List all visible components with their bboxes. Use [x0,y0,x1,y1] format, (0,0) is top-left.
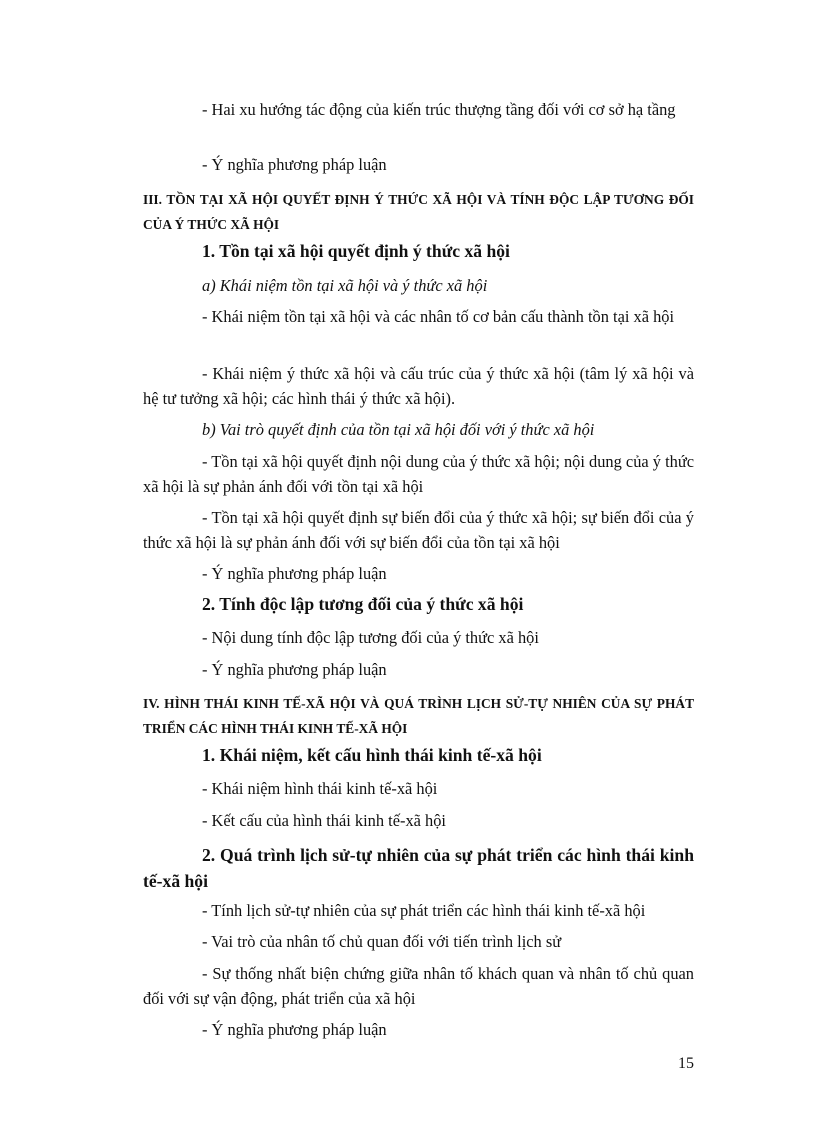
bullet-paragraph: - Ý nghĩa phương pháp luận [202,564,387,583]
subsection-heading: 1. Khái niệm, kết cấu hình thái kinh tế-xã hội [202,745,542,765]
section-heading-iii: III. TỒN TẠI XÃ HỘI QUYẾT ĐỊNH Ý THỨC XÃ HỘI VÀ TÍNH ĐỘC LẬP TƯƠNG ĐỐI CỦA Ý THỨC XÃ HỘI [143,192,694,232]
bullet-paragraph: - Vai trò của nhân tố chủ quan đối với tiến trình lịch sử [202,932,562,951]
bullet-paragraph: - Tồn tại xã hội quyết định nội dung của ý thức xã hội; nội dung của ý thức xã hội là sự phản ánh đối với tồn tại xã hội [143,452,694,496]
italic-subheading: a) Khái niệm tồn tại xã hội và ý thức xã hội [202,276,488,295]
subsection-heading: 2. Tính độc lập tương đối của ý thức xã hội [202,594,524,614]
page-number: 15 [678,1055,694,1072]
bullet-paragraph: - Kết cấu của hình thái kinh tế-xã hội [202,811,446,830]
bullet-paragraph: - Nội dung tính độc lập tương đối của ý thức xã hội [202,628,539,647]
bullet-paragraph: - Ý nghĩa phương pháp luận [202,1020,387,1039]
subsection-heading: 1. Tồn tại xã hội quyết định ý thức xã hội [202,241,510,261]
bullet-paragraph: - Hai xu hướng tác động của kiến trúc thượng tầng đối với cơ sở hạ tầng [202,100,676,119]
italic-subheading: b) Vai trò quyết định của tồn tại xã hội đối với ý thức xã hội [202,420,595,439]
bullet-paragraph: - Ý nghĩa phương pháp luận [202,155,387,174]
bullet-paragraph: - Sự thống nhất biện chứng giữa nhân tố khách quan và nhân tố chủ quan đối với sự vận động, phát triển của xã hội [143,964,694,1008]
bullet-paragraph: - Ý nghĩa phương pháp luận [202,660,387,679]
section-heading-iv: IV. HÌNH THÁI KINH TẾ-XÃ HỘI VÀ QUÁ TRÌNH LỊCH SỬ-TỰ NHIÊN CỦA SỰ PHÁT TRIỂN CÁC HÌNH THÁI KINH TẾ-XÃ HỘI [143,696,694,736]
bullet-paragraph: - Khái niệm ý thức xã hội và cấu trúc của ý thức xã hội (tâm lý xã hội và hệ tư tưởng xã hội; các hình thái ý thức xã hội). [143,364,694,408]
subsection-heading: 2. Quá trình lịch sử-tự nhiên của sự phát triển các hình thái kinh tế-xã hội [143,845,694,891]
bullet-paragraph: - Tồn tại xã hội quyết định sự biến đổi của ý thức xã hội; sự biến đổi của ý thức xã hội là sự phản ánh đối với sự biến đổi của tồn tại xã hội [143,508,694,552]
bullet-paragraph: - Tính lịch sử-tự nhiên của sự phát triển các hình thái kinh tế-xã hội [202,901,646,920]
bullet-paragraph: - Khái niệm hình thái kinh tế-xã hội [202,779,438,798]
bullet-paragraph: - Khái niệm tồn tại xã hội và các nhân tố cơ bản cấu thành tồn tại xã hội [202,307,675,326]
